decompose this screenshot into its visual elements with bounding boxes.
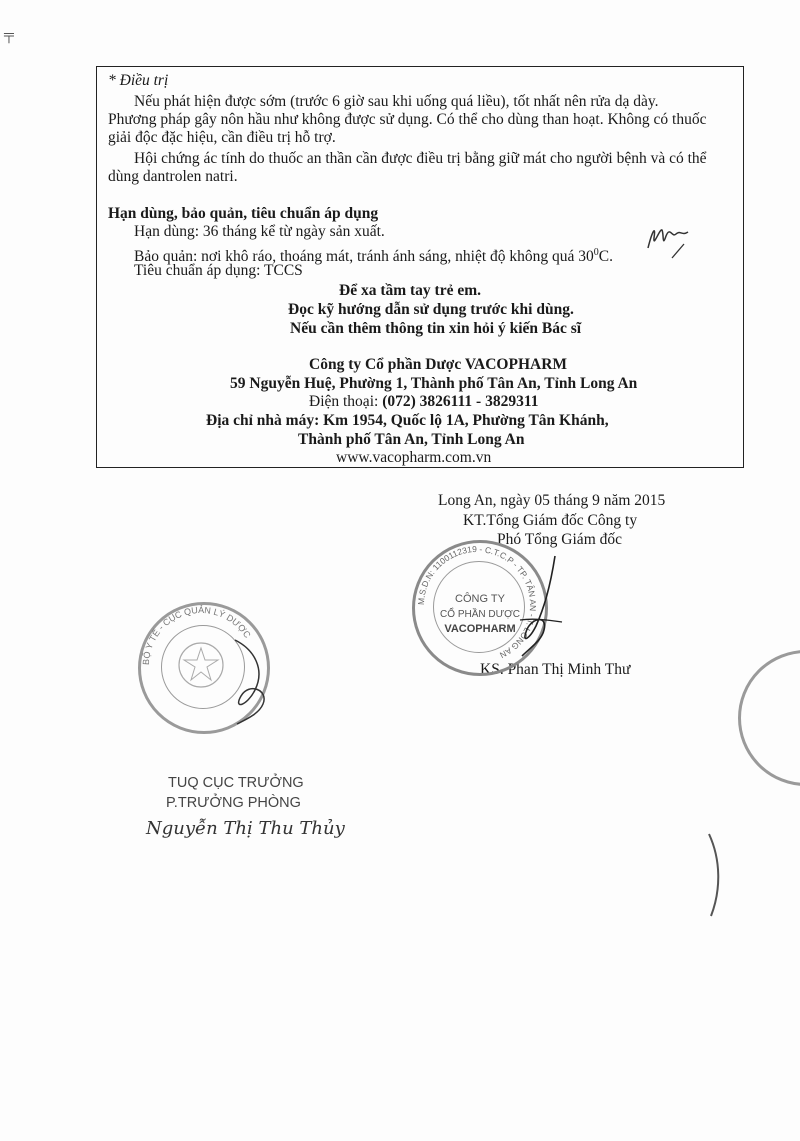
company-website: www.vacopharm.com.vn (336, 449, 492, 466)
treatment-line-3: giải độc đặc hiệu, cần điều trị hỗ trợ. (108, 129, 336, 146)
approval-title-1: TUQ CỤC TRƯỞNG (168, 775, 304, 791)
approval-title-2: P.TRƯỞNG PHÒNG (166, 795, 301, 811)
warning-read: Đọc kỹ hướng dẫn sử dụng trước khi dùng. (288, 301, 574, 318)
signer-title-2: Phó Tổng Giám đốc (497, 531, 622, 548)
factory-address: Địa chỉ nhà máy: Km 1954, Quốc lộ 1A, Phường Tân Khánh, (206, 412, 609, 429)
stamp-line-3: VACOPHARM (444, 623, 516, 635)
company-address: 59 Nguyễn Huệ, Phường 1, Thành phố Tân An, Tỉnh Long An (230, 375, 638, 392)
ministry-signature-icon (215, 630, 285, 730)
warning-doctor: Nếu cần thêm thông tin xin hỏi ý kiến Bác sĩ (290, 320, 582, 337)
stamp-line-1: CÔNG TY (455, 593, 505, 605)
partial-stamp-edge (738, 650, 800, 786)
approval-name: Nguyễn Thị Thu Thủy (146, 818, 345, 839)
company-phone: Điện thoại: (072) 3826111 - 3829311 (309, 393, 539, 410)
treatment-line-2: Phương pháp gây nôn hầu như không được sử dụng. Có thể cho dùng than hoạt. Không có thuốc (108, 111, 707, 128)
warning-children: Để xa tầm tay trẻ em. (339, 282, 482, 299)
corner-mark: ╤ (4, 28, 14, 43)
company-name: Công ty Cổ phần Dược VACOPHARM (309, 356, 568, 373)
treatment-line-5: dùng dantrolen natri. (108, 168, 238, 185)
svg-text:M.S.D.N: 1100112319 - C.T.C.P: M.S.D.N: 1100112319 - C.T.C.P - TP. TÂN AN - T. LONG AN (415, 543, 539, 661)
treatment-heading: * Điều trị (108, 72, 169, 89)
storage-conditions: Bảo quản: nơi khô ráo, thoáng mát, tránh ánh sáng, nhiệt độ không quá $30^0C$. (134, 247, 613, 266)
treatment-line-1: Nếu phát hiện được sớm (trước 6 giờ sau khi uống quá liều), tốt nhất nên rửa dạ dày. (134, 93, 659, 110)
director-signature-icon (500, 548, 570, 668)
storage-heading: Hạn dùng, bảo quản, tiêu chuẩn áp dụng (108, 205, 379, 222)
initials-signature-icon (642, 218, 692, 262)
standard: Tiêu chuẩn áp dụng: TCCS (134, 262, 303, 279)
signing-date: Long An, ngày 05 tháng 9 năm 2015 (438, 492, 666, 509)
signer-title-1: KT.Tổng Giám đốc Công ty (463, 512, 638, 529)
treatment-line-4: Hội chứng ác tính do thuốc an thần cần được điều trị bằng giữ mát cho người bệnh và có thể (134, 150, 707, 167)
edge-bracket-icon (705, 830, 725, 920)
signer-name: KS. Phan Thị Minh Thư (480, 661, 631, 678)
shelf-life: Hạn dùng: 36 tháng kể từ ngày sản xuất. (134, 223, 385, 240)
svg-text:BỘ Y TẾ - CỤC QUẢN LÝ DƯỢC: BỘ Y TẾ - CỤC QUẢN LÝ DƯỢC (140, 604, 253, 666)
factory-address-2: Thành phố Tân An, Tỉnh Long An (298, 431, 525, 448)
stamp-line-2: CỔ PHẦN DƯỢC (440, 609, 520, 620)
